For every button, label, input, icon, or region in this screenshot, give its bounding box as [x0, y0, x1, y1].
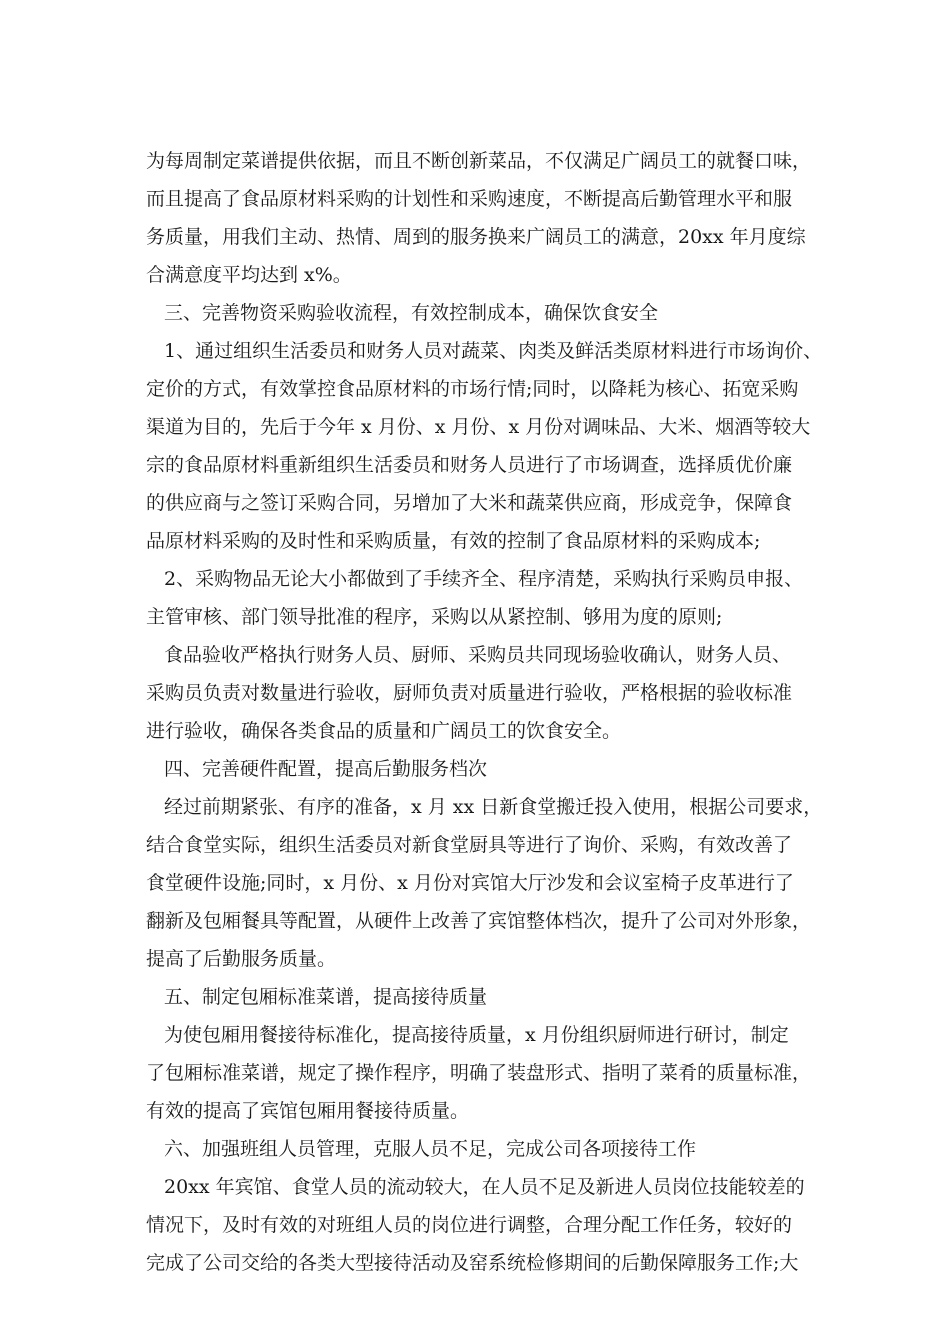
text-line: 宗的食品原材料重新组织生活委员和财务人员进行了市场调查，选择质优价廉 [146, 454, 793, 476]
text-line: 定价的方式，有效掌控食品原材料的市场行情;同时，以降耗为核心、拓宽采购 [146, 378, 799, 400]
text-line: 食堂硬件设施;同时，x 月份、x 月份对宾馆大厅沙发和会议室椅子皮革进行了 [146, 872, 794, 894]
text-line: 2、采购物品无论大小都做到了手续齐全、程序清楚，采购执行采购员申报、 [164, 568, 804, 590]
text-line: 20xx 年宾馆、食堂人员的流动较大，在人员不足及新进人员岗位技能较差的 [164, 1176, 805, 1198]
text-line: 1、通过组织生活委员和财务人员对蔬菜、肉类及鲜活类原材料进行市场询价、 [164, 340, 823, 362]
text-line: 采购员负责对数量进行验收，厨师负责对质量进行验收，严格根据的验收标准 [146, 682, 793, 704]
text-line: 三、完善物资采购验收流程，有效控制成本，确保饮食安全 [164, 302, 659, 324]
text-line: 为使包厢用餐接待标准化，提高接待质量，x 月份组织厨师进行研讨，制定 [164, 1024, 789, 1046]
text-line: 进行验收，确保各类食品的质量和广阔员工的饮食安全。 [146, 720, 622, 742]
text-line: 提高了后勤服务质量。 [146, 948, 337, 970]
text-line: 为每周制定菜谱提供依据，而且不断创新菜品，不仅满足广阔员工的就餐口味， [146, 150, 812, 172]
text-line: 经过前期紧张、有序的准备，x 月 xx 日新食堂搬迁投入使用，根据公司要求， [164, 796, 823, 818]
text-line: 渠道为目的，先后于今年 x 月份、x 月份、x 月份对调味品、大米、烟酒等较大 [146, 416, 811, 438]
text-line: 主管审核、部门领导批准的程序，采购以从紧控制、够用为度的原则; [146, 606, 723, 628]
text-line: 食品验收严格执行财务人员、厨师、采购员共同现场验收确认，财务人员、 [164, 644, 792, 666]
text-line: 结合食堂实际，组织生活委员对新食堂厨具等进行了询价、采购，有效改善了 [146, 834, 793, 856]
text-line: 四、完善硬件配置，提高后勤服务档次 [164, 758, 488, 780]
text-line: 务质量，用我们主动、热情、周到的服务换来广阔员工的满意，20xx 年月度综 [146, 226, 806, 248]
text-line: 了包厢标准菜谱，规定了操作程序，明确了装盘形式、指明了菜肴的质量标准， [146, 1062, 812, 1084]
text-line: 合满意度平均达到 x%。 [146, 264, 352, 286]
text-line: 有效的提高了宾馆包厢用餐接待质量。 [146, 1100, 470, 1122]
text-line: 品原材料采购的及时性和采购质量，有效的控制了食品原材料的采购成本; [146, 530, 761, 552]
text-line: 六、加强班组人员管理，克服人员不足，完成公司各项接待工作 [164, 1138, 697, 1160]
text-line: 五、制定包厢标准菜谱，提高接待质量 [164, 986, 488, 1008]
text-line: 情况下，及时有效的对班组人员的岗位进行调整，合理分配工作任务，较好的 [146, 1214, 793, 1236]
text-line: 的供应商与之签订采购合同，另增加了大米和蔬菜供应商，形成竞争，保障食 [146, 492, 793, 514]
text-line: 而且提高了食品原材料采购的计划性和采购速度，不断提高后勤管理水平和服 [146, 188, 793, 210]
text-line: 完成了公司交给的各类大型接待活动及窑系统检修期间的后勤保障服务工作;大 [146, 1252, 799, 1274]
document-body [146, 142, 826, 1282]
text-line: 翻新及包厢餐具等配置，从硬件上改善了宾馆整体档次，提升了公司对外形象， [146, 910, 812, 932]
